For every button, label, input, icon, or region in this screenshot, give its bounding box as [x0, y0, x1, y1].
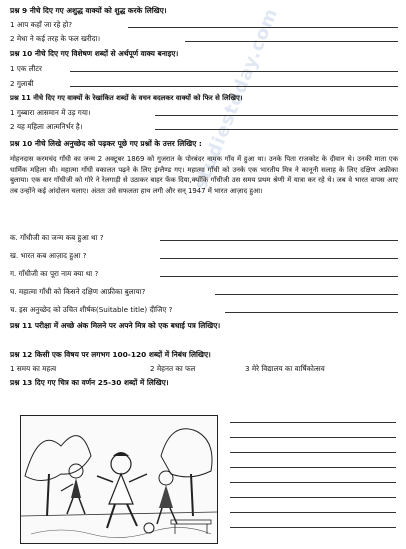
answer-line[interactable]	[230, 481, 396, 483]
answer-line[interactable]	[230, 466, 396, 468]
q9-item-2: 2 मेधा ने कई तरह के फल खरीदा।	[10, 34, 101, 43]
answer-line[interactable]	[230, 451, 396, 453]
q13-heading: प्रश्न 13 दिए गए चित्र का वर्णन 25-30 शब्दों में लिखिए।	[10, 378, 169, 387]
subq-ka: क. गाँधीजी का जन्म कब हुआ था ?	[10, 233, 104, 242]
subq-ga: ग. गाँधीजी का पूरा नाम क्या था ?	[10, 269, 99, 278]
answer-line[interactable]	[155, 108, 398, 116]
answer-line[interactable]	[160, 233, 398, 241]
q10a-item-1: 1 एक लीटर	[10, 64, 42, 73]
watermark: studiestoday.com	[190, 4, 283, 193]
comprehension-passage: मोहनदास करमचंद गाँधी का जन्म 2 अक्टूबर 1869 को गुजरात के पोरबंदर नामक गाँव में हुआ था। उनके पिता राजकोट के दीवान थे। उनकी माता एक धार्मिक महिला थी। महात्मा गाँधी वकालत पढ़ने के लिए इंग्लैण्ड गए। महात्मा गाँधी को उनके एक भारतीय मित्र ने कानूनी सलाह के लिए दक्षिण अफ्रीका बुलाया। एक बार गाँधीजी को गोरे ने रेलगाड़ी से उठाकर बाहर फेंक दिया,क्योंकि गाँधीजी उस समय प्रथम श्रेणी में यात्रा कर रहे थे। जब वे भारत वापस आए तब उन्होंने कई आंदोलन चलाए। अंततः उसे सफलता हाथ लगी और सन् 1947 में भारत आज़ाद हुआ।	[10, 155, 398, 195]
q12-heading: प्रश्न 12 किसी एक विषय पर लगभग 100-120 शब्दों में निबंध लिखिए।	[10, 350, 211, 359]
subq-kha: ख. भारत कब आज़ाद हुआ ?	[10, 251, 87, 260]
answer-line[interactable]	[215, 287, 398, 295]
q9-item-1: 1 आप कहाँ जा रहे हो?	[10, 20, 73, 29]
answer-line[interactable]	[160, 251, 398, 259]
subq-gha: घ. महात्मा गाँधी को किसने दक्षिण आफ्रीका बुलाया?	[10, 287, 146, 296]
topic-2: 2 मेहनत का फल	[150, 364, 196, 373]
q11a-heading: प्रश्न 11 नीचे दिए गए वाक्यों के रेखांकित शब्दों के वचन बदलकर वाक्यों को फिर से लिखिए।	[10, 94, 243, 102]
q10a-heading: प्रश्न 10 नीचे दिए गए विशेषण शब्दों से अर्थपूर्ण वाक्य बनाइए।	[10, 49, 179, 58]
answer-line[interactable]	[225, 305, 398, 313]
answer-line[interactable]	[230, 511, 396, 513]
children-playing-illustration	[21, 416, 217, 543]
answer-line[interactable]	[70, 64, 398, 72]
q10a-item-2: 2 गुलाबी	[10, 79, 34, 88]
answer-line[interactable]	[128, 20, 398, 28]
description-picture	[20, 415, 218, 544]
answer-line[interactable]	[230, 436, 396, 438]
answer-line[interactable]	[230, 421, 396, 423]
answer-line[interactable]	[155, 122, 398, 130]
q11b-heading: प्रश्न 11 परीक्षा में अच्छे अंक मिलने पर अपने मित्र को एक बधाई पत्र लिखिए।	[10, 321, 221, 330]
answer-line[interactable]	[230, 526, 396, 528]
answer-line[interactable]	[185, 34, 398, 42]
answer-line[interactable]	[70, 79, 398, 87]
answer-line[interactable]	[230, 496, 396, 498]
topic-1: 1 समय का महत्व	[10, 364, 57, 373]
topic-3: 3 मेरे विद्यालय का वार्षिकोत्सव	[245, 364, 325, 373]
subq-cha: च. इस अनुच्छेद को उचित शीर्षक(Suitable title) दीजिए ?	[10, 305, 173, 314]
q10b-heading: प्रश्न 10 नीचे लिखे अनुच्छेद को पढ़कर पूछे गए प्रश्नों के उत्तर लिखिए :	[10, 139, 202, 148]
answer-line[interactable]	[160, 269, 398, 277]
q9-heading: प्रश्न 9 नीचे दिए गए अशुद्ध वाक्यों को शुद्ध करके लिखिए।	[10, 6, 167, 15]
q11a-item-2: 2 यह महिला आत्मनिर्भर है।	[10, 122, 83, 131]
q11a-item-1: 1 गुब्बारा आसमान में उड़ गया।	[10, 108, 91, 117]
